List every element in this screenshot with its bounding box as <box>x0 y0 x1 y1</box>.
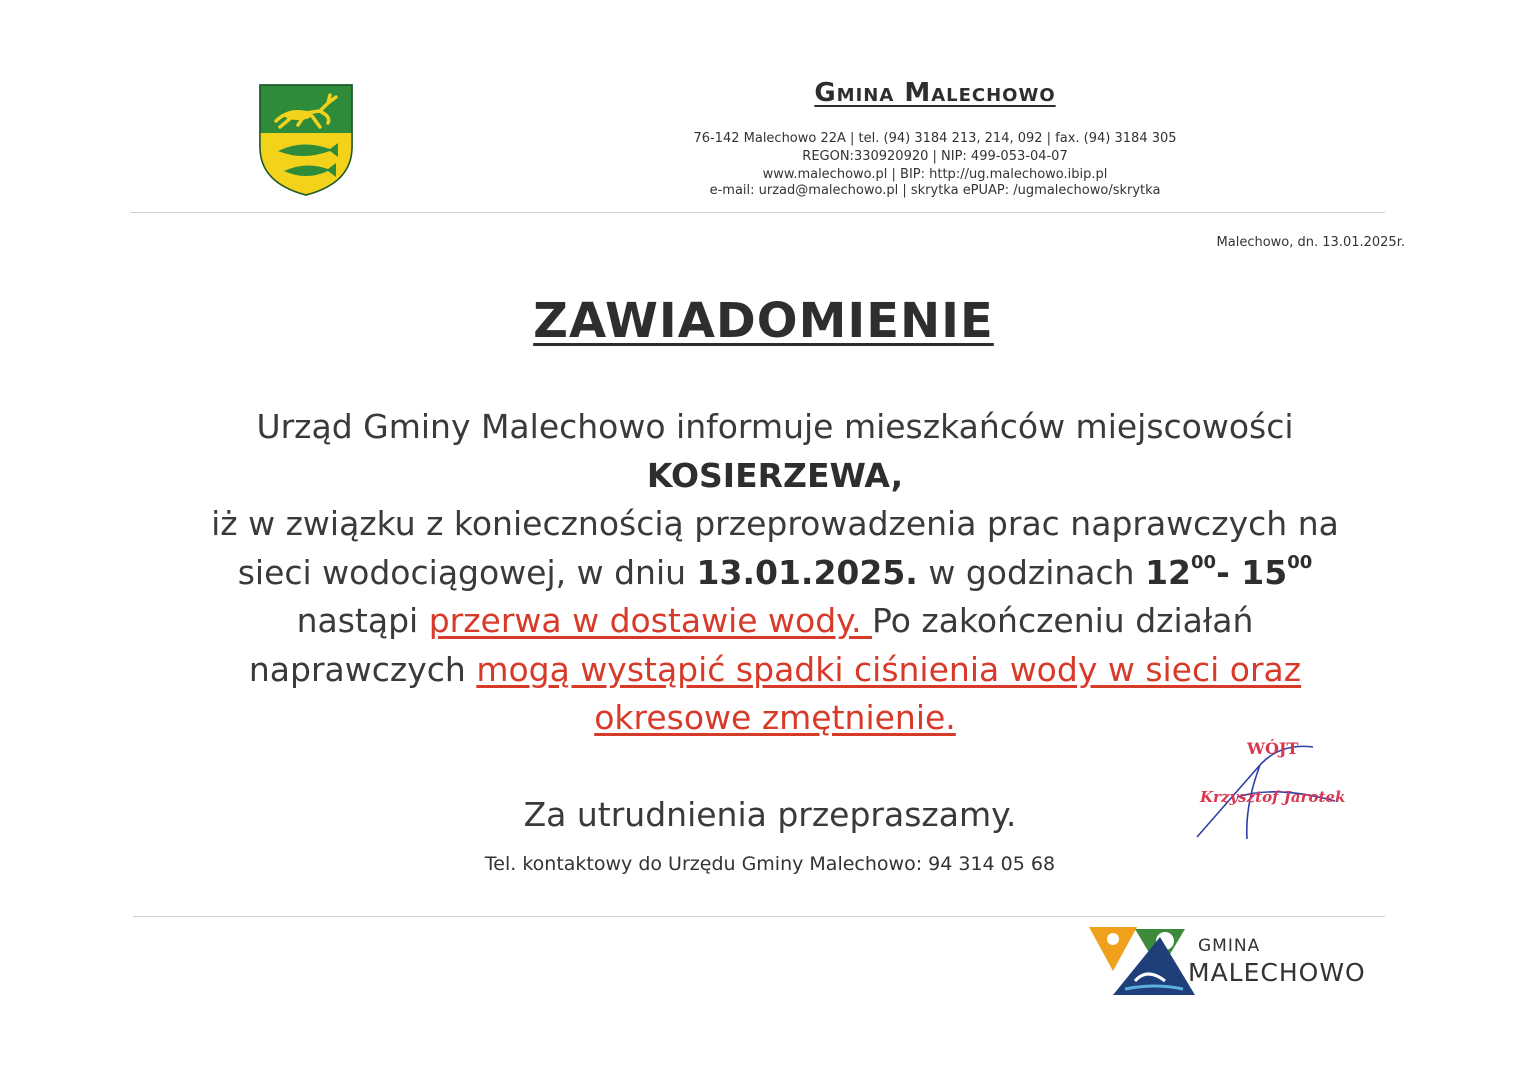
outage-hours <box>1145 553 1312 592</box>
apology-text: Za utrudnienia przepraszamy. <box>523 795 1017 834</box>
document-date: Malechowo, dn. 13.01.2025r. <box>1216 235 1405 250</box>
body-line-6 <box>110 646 1440 695</box>
hour-start-minutes: 00 <box>1191 551 1217 573</box>
hour-end: 15 <box>1241 552 1288 592</box>
header-address: 76-142 Malechowo 22A | tel. (94) 3184 213, 214, 092 | fax. (94) 3184 305 <box>693 131 1177 146</box>
body-line-5-a: nastąpi <box>296 601 429 640</box>
header-title-text: Gmina Malechowo <box>814 78 1056 108</box>
body-line-4-a: sieci wodociągowej, w dniu <box>237 552 697 592</box>
gmina-logo-icon <box>1085 923 1205 998</box>
footer-logo-line2: MALECHOWO <box>1188 958 1366 987</box>
body-line-5 <box>110 597 1440 646</box>
header-title <box>640 78 1230 108</box>
water-outage-highlight: przerwa w dostawie wody. <box>428 601 872 640</box>
header-web: www.malechowo.pl | BIP: http://ug.malechowo.ibip.pl <box>762 167 1108 182</box>
stamp-role: WÓJT <box>1247 739 1299 758</box>
document-title-text: ZAWIADOMIENIE <box>533 293 994 349</box>
footer-logo-line1: GMINA <box>1198 936 1261 956</box>
body-line-6-a: naprawczych <box>248 649 477 689</box>
stamp-name: Krzysztof Jarotek <box>1200 788 1346 806</box>
outage-date: 13.01.2025. <box>696 552 918 592</box>
header-email: e-mail: urzad@malechowo.pl | skrytka ePUAP: /ugmalechowo/skrytka <box>709 183 1161 198</box>
body-line-4 <box>110 549 1440 598</box>
body-line-5-b: Po zakończeniu działań <box>871 601 1254 640</box>
hour-start: 12 <box>1145 552 1192 592</box>
hour-end-minutes: 00 <box>1287 551 1313 573</box>
hour-dash: - <box>1216 552 1242 592</box>
body-line-3: iż w związku z koniecznością przeprowadzenia prac naprawczych na <box>211 504 1339 543</box>
body-line-2 <box>110 452 1440 501</box>
pressure-drop-highlight: mogą wystąpić spadki ciśnienia wody w sieci oraz <box>476 649 1302 689</box>
notice-body <box>110 403 1440 743</box>
header-ids: REGON:330920920 | NIP: 499-053-04-07 <box>802 149 1068 164</box>
body-line-1: Urząd Gminy Malechowo informuje mieszkańców miejscowości <box>256 407 1294 446</box>
document-title <box>0 293 1527 349</box>
footer-divider <box>133 916 1385 917</box>
header-divider <box>130 212 1385 213</box>
coat-of-arms-logo <box>258 83 354 197</box>
contact-phone: Tel. kontaktowy do Urzędu Gminy Malechowo: 94 314 05 68 <box>484 853 1056 875</box>
locality-name: KOSIERZEWA, <box>646 455 904 495</box>
body-line-4-b: w godzinach <box>917 552 1146 592</box>
turbidity-highlight: okresowe zmętnienie. <box>594 698 956 737</box>
